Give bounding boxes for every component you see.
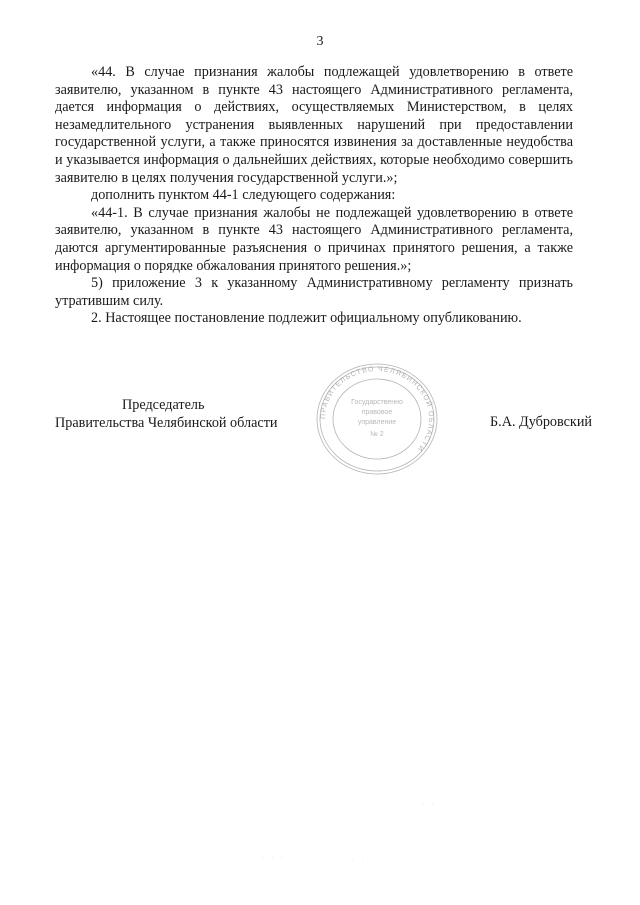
seal-outer-text: ПРАВИТЕЛЬСТВО ЧЕЛЯБИНСКОЙ ОБЛАСТИ <box>319 365 435 453</box>
signatory-title-line2: Правительства Челябинской области <box>55 414 278 431</box>
paragraph-44-1: «44-1. В случае признания жалобы не подлежащей удовлетворению в ответе заявителю, указанном в пункте 43 настоящего Административного регламента, даются аргументированные разъяснения о причинах принятого решения, а также информация о порядке обжалования принятого решения.»; <box>55 204 573 274</box>
paragraph-44: «44. В случае признания жалобы подлежащей удовлетворению в ответе заявителю, указанном в пункте 43 настоящего Административного регламента, дается информация о действиях, осуществляемых Министерством, в целях незамедлительного устранения выявленных нарушений при предоставлении государственной услуги, а также приносятся извинения за доставленные неудобства и указывается информация о дальнейших действиях, которые необходимо совершить заявителю в целях получения государственной услуги.»; <box>55 64 573 186</box>
signatory-name: Б.А. Дубровский <box>490 414 593 430</box>
seal-inner-line2: правовое <box>361 409 393 416</box>
signatory-title-line1: Председатель <box>122 397 205 413</box>
scan-speck: · · <box>352 857 367 863</box>
seal-inner-line4: № 2 <box>370 431 384 438</box>
document-body <box>55 64 573 328</box>
seal-inner-line3: управление <box>357 419 397 426</box>
scan-speck: · · <box>422 802 437 808</box>
page-number: 3 <box>316 34 324 49</box>
signatory-title <box>55 397 300 432</box>
official-seal-stamp <box>312 360 442 478</box>
paragraph-appendix-3: 5) приложение 3 к указанному Административному регламенту признать утратившим силу. <box>55 275 573 309</box>
scan-speck: · · · <box>262 855 286 861</box>
seal-inner-line1: Государственно <box>351 399 403 406</box>
paragraph-add-44-1: дополнить пунктом 44-1 следующего содержания: <box>91 187 396 204</box>
paragraph-publication: 2. Настоящее постановление подлежит официальному опубликованию. <box>91 310 522 327</box>
